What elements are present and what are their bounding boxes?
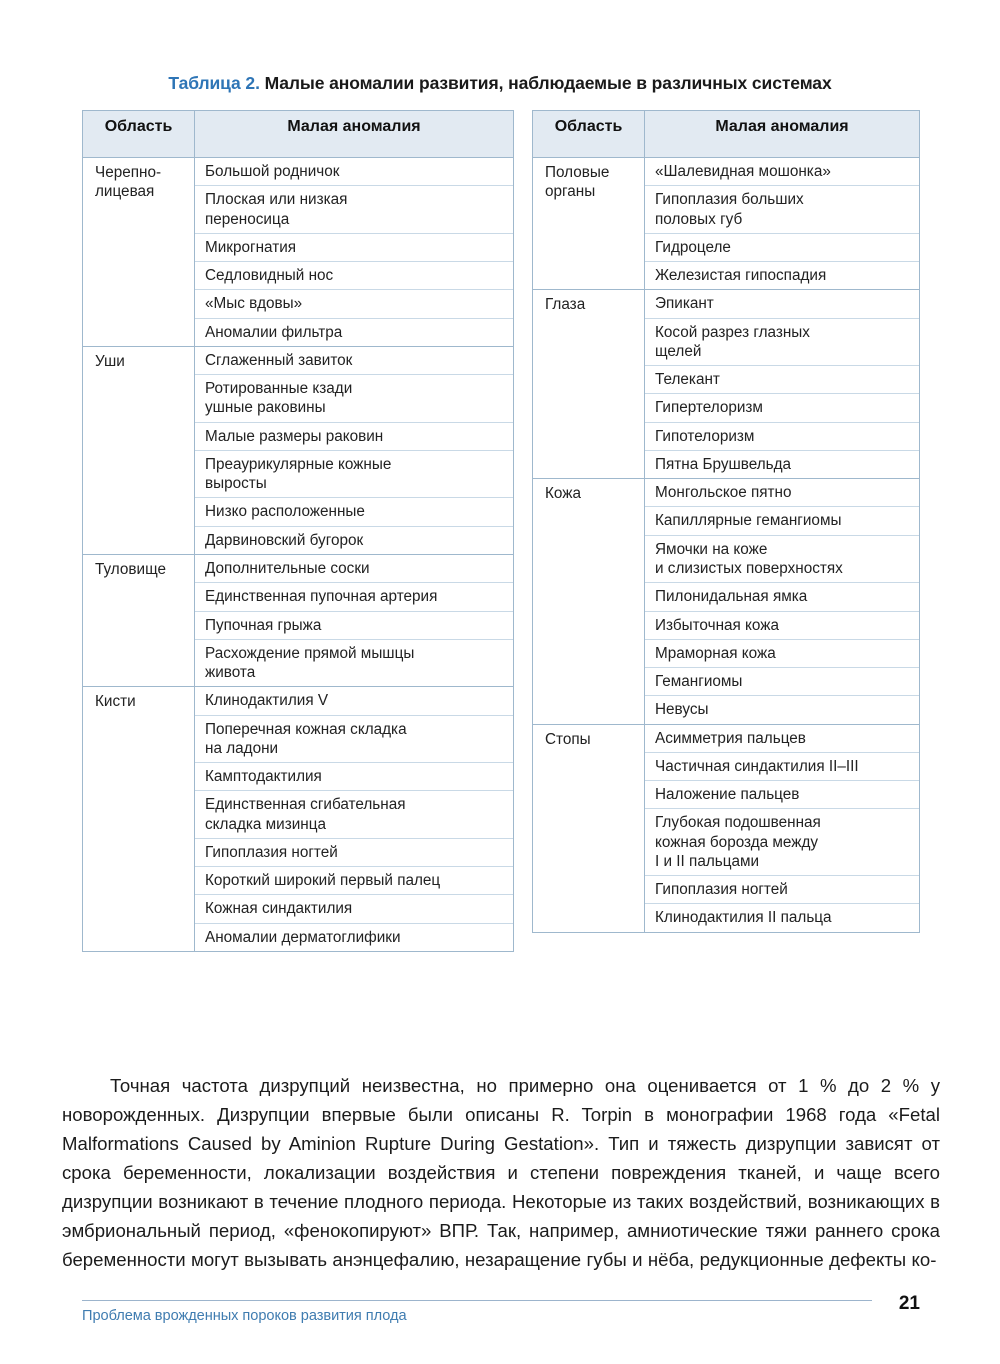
table-caption-text: Малые аномалии развития, наблюдаемые в различных системах [264, 73, 832, 93]
anomaly-cell: Камптодактилия [195, 762, 513, 790]
anomaly-cell: Аномалии фильтра [195, 318, 513, 346]
table-number-separator: . [255, 73, 260, 93]
anomaly-cell: Гипертелоризм [645, 393, 919, 421]
region-cell: Кожа [533, 478, 645, 723]
anomaly-cell: Пупочная грыжа [195, 611, 513, 639]
anomaly-cell: Частичная синдактилия II–III [645, 752, 919, 780]
anomaly-cell: Избыточная кожа [645, 611, 919, 639]
region-cell: Глаза [533, 289, 645, 478]
anomaly-cell: Большой родничок [195, 158, 513, 185]
anomaly-cell: Гипоплазия больших половых губ [645, 185, 919, 233]
table-row [83, 686, 513, 714]
anomaly-cell: Эпикант [645, 289, 919, 317]
table-row [533, 158, 919, 185]
anomaly-cell: Поперечная кожная складка на ладони [195, 715, 513, 763]
anomaly-cell: Капиллярные гемангиомы [645, 506, 919, 534]
column-header-region: Область [533, 111, 645, 158]
footer-divider [82, 1300, 872, 1301]
table-header-row [83, 111, 513, 158]
anomaly-cell: Пятна Брушвельда [645, 450, 919, 478]
anomaly-cell: Седловидный нос [195, 261, 513, 289]
region-cell: Туловище [83, 554, 195, 686]
anomaly-cell: «Шалевидная мошонка» [645, 158, 919, 185]
table-row [83, 346, 513, 374]
anomaly-cell: Невусы [645, 695, 919, 723]
region-cell: Уши [83, 346, 195, 554]
table-row [533, 478, 919, 506]
body-paragraph: Точная частота дизрупций неизвестна, но примерно она оценивается от 1 % до 2 % у новорожденных. Дизрупции впервые были описаны R. Torpin в монографии 1968 года «Fetal Malformations Caused by Aminion Rupture During Gestation». Тип и тяжесть дизрупции зависят от срока беременности, локализации воздействия и степени повреждения тканей, и чаще всего дизрупции возникают в течение плодного периода. Некоторые из таких воздействий, возникающих в эмбриональный период, «фенокопируют» ВПР. Так, например, амниотические тяжи раннего срока беременности могут вызывать анэнцефалию, незаращение губы и нёба, редукционные дефекты ко- [62, 1074, 940, 1271]
column-header-anomaly: Малая аномалия [645, 111, 919, 158]
page-number: 21 [898, 1293, 920, 1314]
anomaly-cell: Гемангиомы [645, 667, 919, 695]
anomaly-cell: Гидроцеле [645, 233, 919, 261]
table-row [83, 158, 513, 185]
anomaly-cell: Кожная синдактилия [195, 894, 513, 922]
table-header-row [533, 111, 919, 158]
anomaly-cell: Ротированные кзади ушные раковины [195, 374, 513, 422]
anomaly-cell: Короткий широкий первый палец [195, 866, 513, 894]
table-left-header [83, 111, 513, 158]
table-row [83, 554, 513, 582]
anomaly-cell: Гипотелоризм [645, 422, 919, 450]
table-row [533, 724, 919, 752]
anomaly-cell: Низко расположенные [195, 497, 513, 525]
anomaly-cell: Преаурикулярные кожные выросты [195, 450, 513, 498]
anomalies-table-left [82, 110, 514, 952]
column-header-region: Область [83, 111, 195, 158]
region-cell: Половые органы [533, 158, 645, 289]
anomaly-cell: Телекант [645, 365, 919, 393]
anomalies-table-right [532, 110, 920, 933]
region-cell: Черепно- лицевая [83, 158, 195, 346]
anomaly-cell: Плоская или низкая переносица [195, 185, 513, 233]
anomaly-cell: Микрогнатия [195, 233, 513, 261]
anomaly-cell: Железистая гипоспадия [645, 261, 919, 289]
anomaly-cell: Наложение пальцев [645, 780, 919, 808]
table-row [533, 289, 919, 317]
table-caption [0, 73, 1000, 94]
anomaly-cell: Клинодактилия II пальца [645, 903, 919, 931]
anomaly-cell: Клинодактилия V [195, 686, 513, 714]
table-right-body [533, 158, 919, 932]
anomaly-cell: Гипоплазия ногтей [195, 838, 513, 866]
table-right-header [533, 111, 919, 158]
column-header-anomaly: Малая аномалия [195, 111, 513, 158]
anomaly-cell: Мраморная кожа [645, 639, 919, 667]
anomaly-cell: Дополнительные соски [195, 554, 513, 582]
anomaly-cell: Дарвиновский бугорок [195, 526, 513, 554]
anomaly-cell: Асимметрия пальцев [645, 724, 919, 752]
anomaly-cell: Единственная пупочная артерия [195, 582, 513, 610]
anomaly-cell: Расхождение прямой мышцы живота [195, 639, 513, 687]
region-cell: Стопы [533, 724, 645, 932]
anomaly-cell: Пилонидальная ямка [645, 582, 919, 610]
anomaly-cell: «Мыс вдовы» [195, 289, 513, 317]
anomaly-cell: Малые размеры раковин [195, 422, 513, 450]
region-cell: Кисти [83, 686, 195, 951]
anomaly-cell: Единственная сгибательная складка мизинца [195, 790, 513, 838]
table-left-body [83, 158, 513, 951]
anomaly-cell: Ямочки на коже и слизистых поверхностях [645, 535, 919, 583]
anomaly-cell: Гипоплазия ногтей [645, 875, 919, 903]
table-number: Таблица 2 [168, 73, 256, 93]
footer-running-title: Проблема врожденных пороков развития плода [82, 1308, 407, 1324]
anomaly-cell: Аномалии дерматоглифики [195, 923, 513, 951]
anomaly-cell: Косой разрез глазных щелей [645, 318, 919, 366]
anomaly-cell: Глубокая подошвенная кожная борозда между I и II пальцами [645, 808, 919, 875]
anomaly-cell: Сглаженный завиток [195, 346, 513, 374]
anomaly-cell: Монгольское пятно [645, 478, 919, 506]
